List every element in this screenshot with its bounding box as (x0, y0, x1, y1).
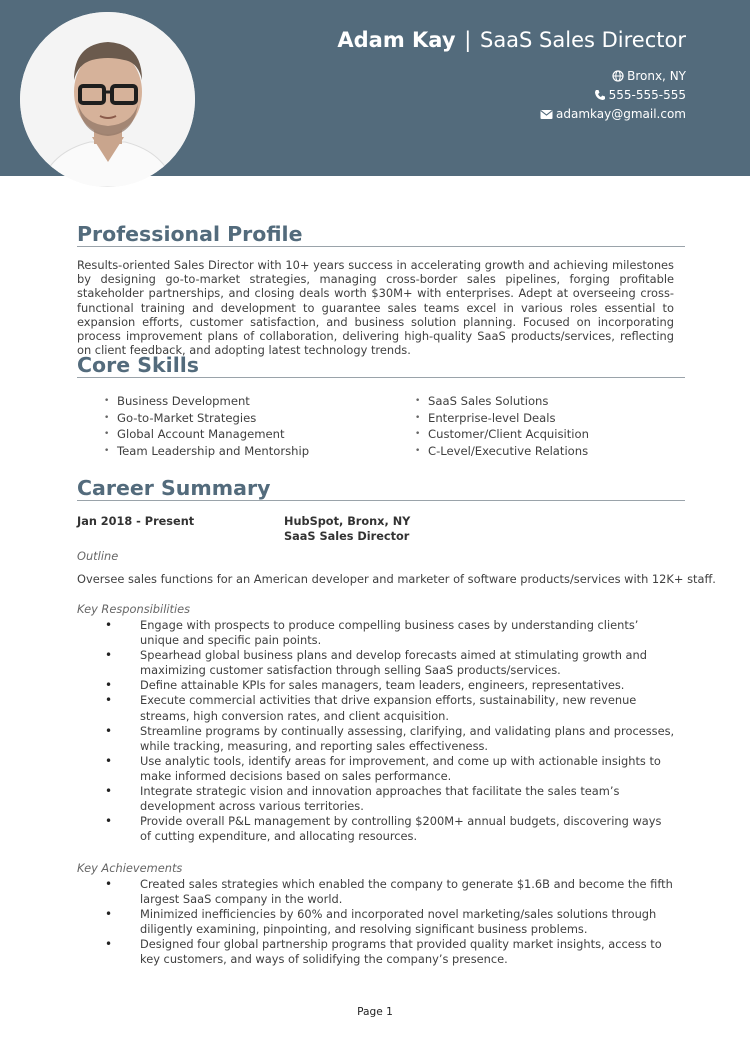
candidate-name: Adam Kay (337, 28, 456, 52)
phone-icon (594, 89, 606, 101)
responsibilities-list (140, 618, 675, 844)
list-item: • Use analytic tools, identify areas for improvement, and come up with actionable insights to make informed decisions based on sales performance. (140, 754, 675, 784)
list-item: • Minimized inefficiencies by 60% and incorporated novel marketing/sales solutions through diligently examining, pinpointing, and resolving significant business problems. (140, 907, 675, 937)
location-text: Bronx, NY (627, 69, 686, 83)
list-item: • Execute commercial activities that drive expansion efforts, sustainability, new revenue streams, high conversion rates, and client acquisition. (140, 693, 675, 723)
list-item: • Created sales strategies which enabled the company to generate $1.6B and become the fifth largest SaaS company in the world. (140, 877, 675, 907)
contact-location (612, 69, 686, 83)
responsibilities-label: Key Responsibilities (77, 602, 191, 616)
list-item: • Streamline programs by continually assessing, clarifying, and validating plans and processes, while tracking, measuring, and reporting sales effectiveness. (140, 724, 675, 754)
skill-item: • Business Development (104, 393, 309, 410)
skill-item: • Enterprise-level Deals (415, 410, 589, 427)
envelope-icon (540, 109, 553, 120)
email-text: adamkay@gmail.com (556, 107, 686, 121)
skill-item: • C-Level/Executive Relations (415, 443, 589, 460)
skill-item: • SaaS Sales Solutions (415, 393, 589, 410)
skill-item: • Go-to-Market Strategies (104, 410, 309, 427)
list-item: • Designed four global partnership programs that provided quality market insights, access to key customers, and ways of solidifying the company’s presence. (140, 937, 675, 967)
profile-photo (20, 12, 195, 187)
list-item: • Define attainable KPIs for sales managers, team leaders, engineers, representatives. (140, 678, 675, 693)
skill-item: • Global Account Management (104, 426, 309, 443)
job-role: SaaS Sales Director (284, 530, 410, 543)
page-number: Page 1 (357, 1006, 393, 1018)
list-item: • Spearhead global business plans and develop forecasts aimed at stimulating growth and maximizing customer satisfaction through selling SaaS products/services. (140, 648, 675, 678)
career-heading: Career Summary (77, 476, 685, 501)
globe-icon (612, 70, 624, 82)
skills-list-right (415, 393, 589, 459)
outline-label: Outline (77, 549, 119, 563)
outline-text: Oversee sales functions for an American developer and marketer of software products/services with 12K+ staff. (77, 572, 716, 586)
header-band (0, 0, 750, 176)
name-separator: | (464, 28, 472, 52)
contact-phone (594, 88, 686, 102)
profile-heading: Professional Profile (77, 222, 685, 247)
phone-text: 555-555-555 (608, 88, 686, 102)
skill-item: • Customer/Client Acquisition (415, 426, 589, 443)
achievements-label: Key Achievements (77, 861, 183, 875)
job-dates: Jan 2018 - Present (77, 515, 195, 528)
skill-item: • Team Leadership and Mentorship (104, 443, 309, 460)
list-item: • Integrate strategic vision and innovation approaches that facilitate the sales team’s development across various territories. (140, 784, 675, 814)
skills-list-left (104, 393, 309, 459)
skills-heading: Core Skills (77, 353, 685, 378)
list-item: • Engage with prospects to produce compelling business cases by understanding clients’ unique and specific pain points. (140, 618, 675, 648)
name-title (337, 28, 686, 52)
achievements-list (140, 877, 675, 968)
contact-email (540, 107, 686, 121)
job-title: SaaS Sales Director (479, 28, 686, 52)
job-company: HubSpot, Bronx, NY (284, 515, 411, 528)
profile-text: Results-oriented Sales Director with 10+ years success in accelerating growth and achieving milestones by designing go-to-market strategies, managing cross-border sales pipelines, forging profitable stakeholder partnerships, and closing deals worth $30M+ with enterprises. Adept at overseeing cross-functional training and development to guarantee sales teams excel in various roles essential to expansion efforts, customer satisfaction, and business solution planning. Focused on incorporating process improvement plans of collaboration, delivering high-quality SaaS products/services, reflecting on client feedback, and adopting latest technology trends. (77, 258, 674, 358)
list-item: • Provide overall P&L management by controlling $200M+ annual budgets, discovering ways of cutting expenditure, and allocating resources. (140, 814, 675, 844)
